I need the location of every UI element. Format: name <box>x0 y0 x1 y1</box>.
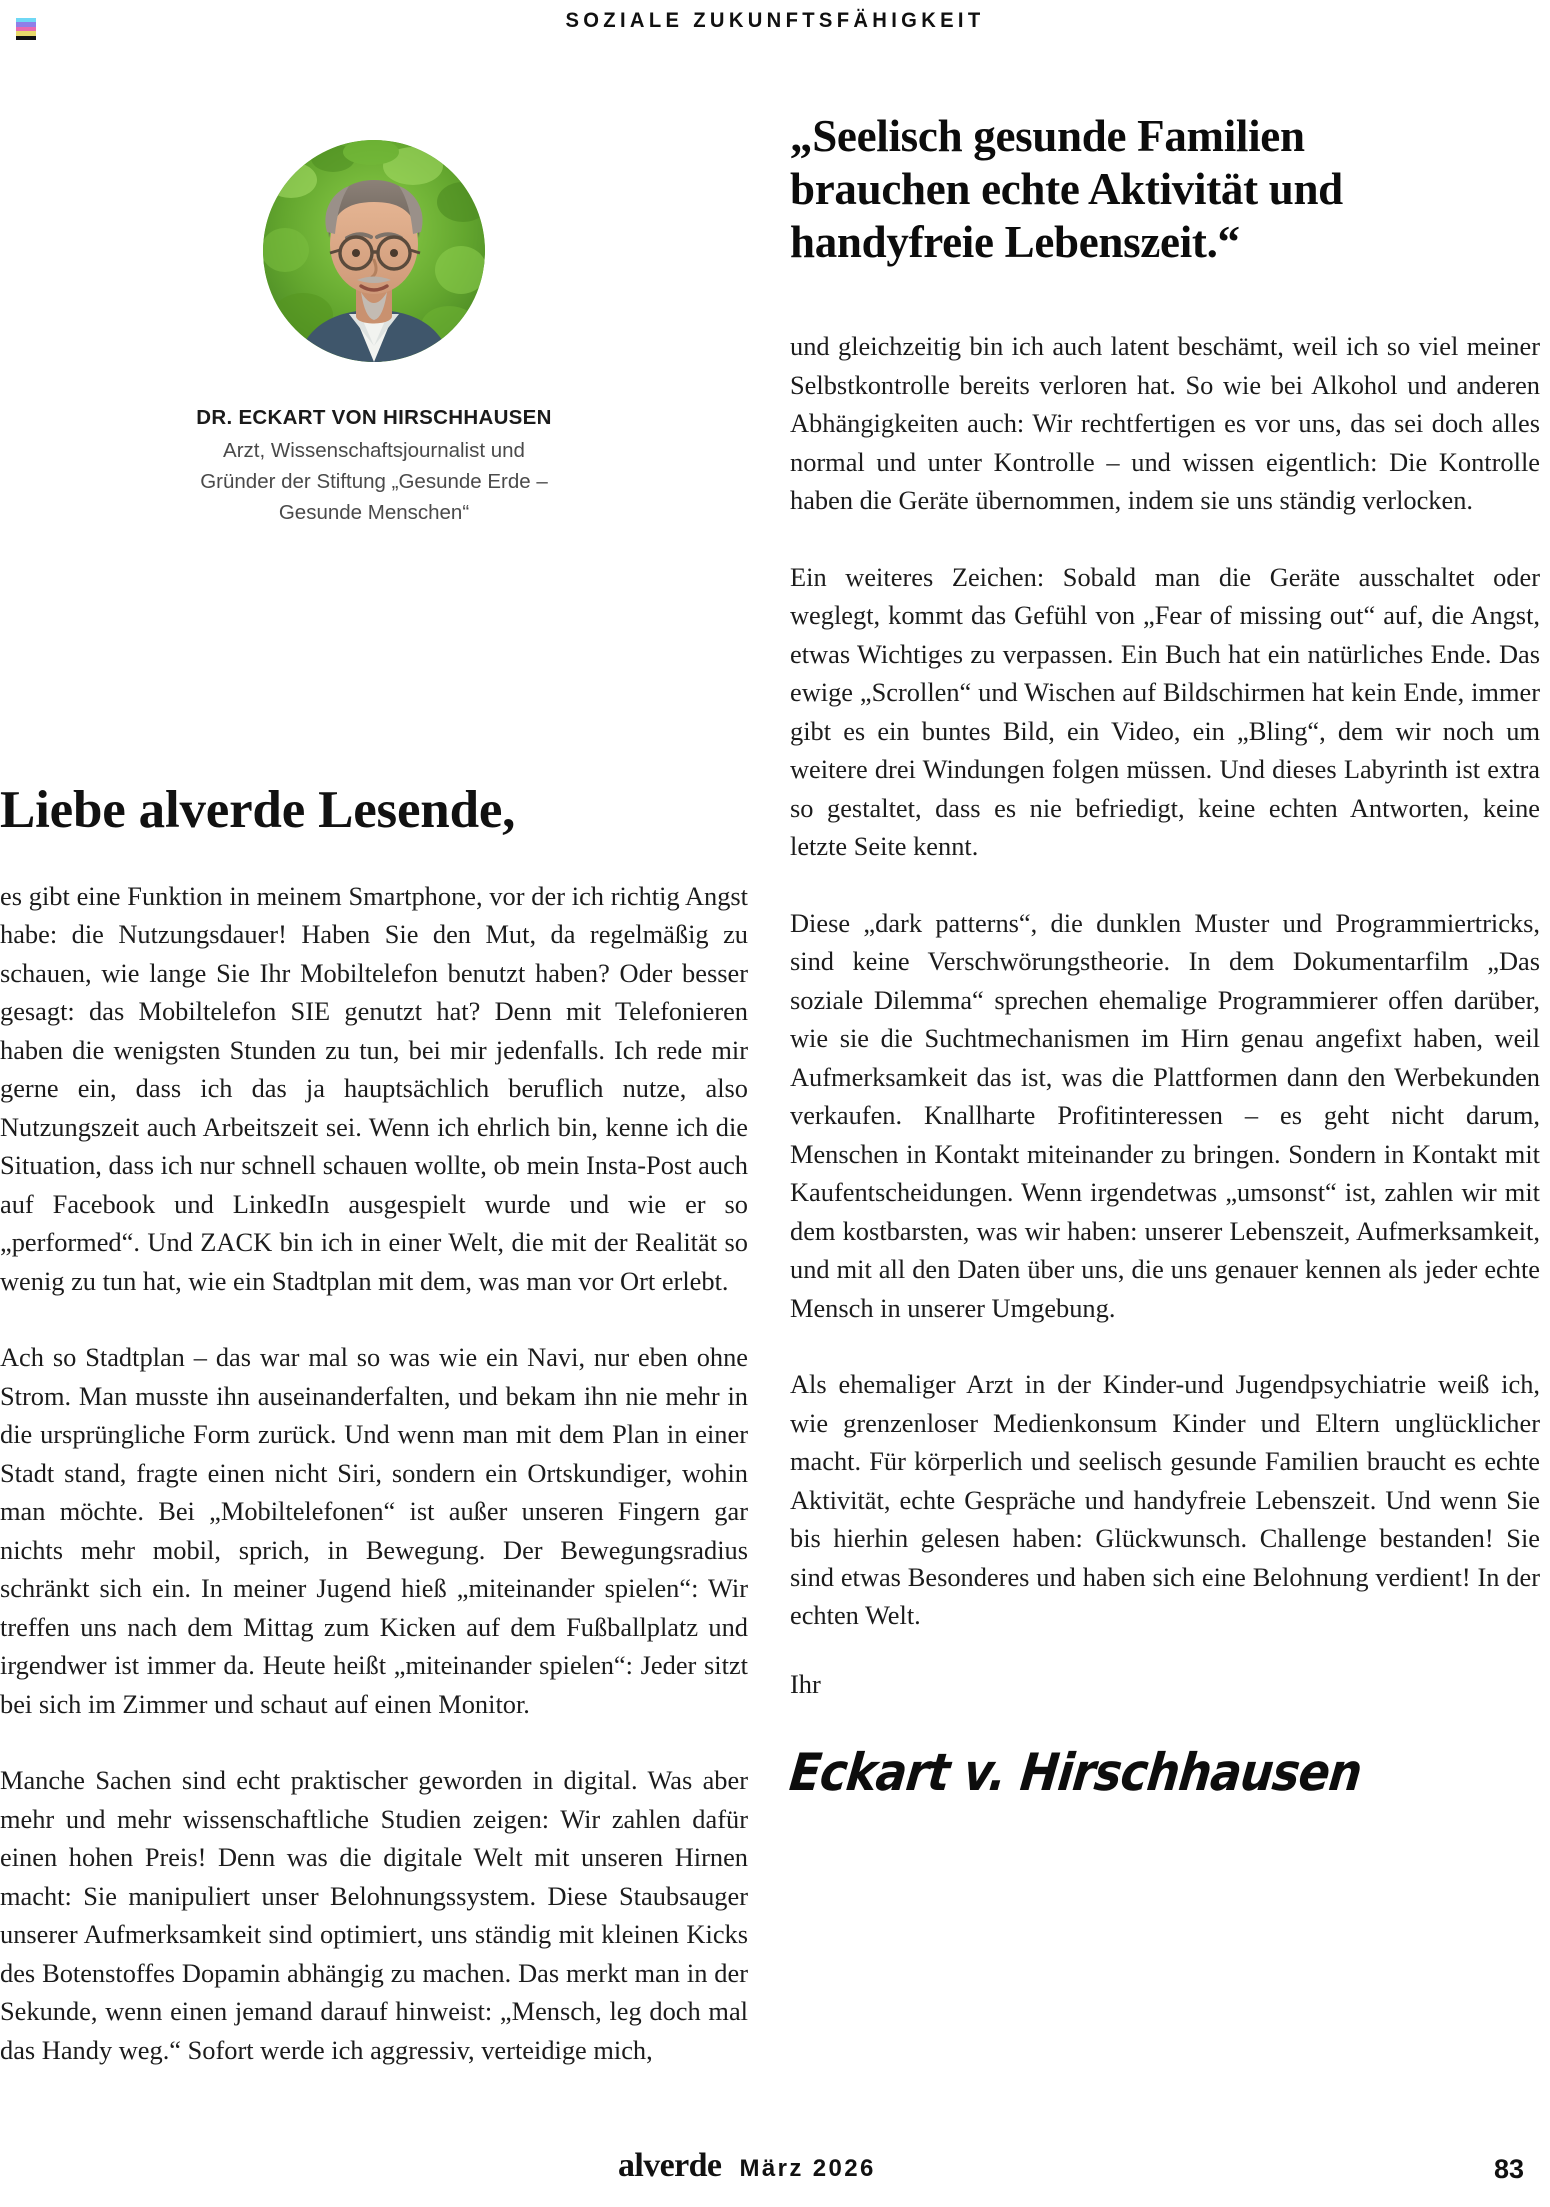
paragraph: Ein weiteres Zeichen: Sobald man die Geräte ausschaltet oder weglegt, kommt das Gefühl von „Fear of missing out“ auf, die Angst, etwas Wichtiges zu verpassen. Ein Buch hat ein natürliches Ende. Das ewige „Scrollen“ und Wischen auf Bildschirmen hat kein Ende, immer gibt es ein buntes Bild, ein Video, ein „Bling“, dem wir noch um weitere drei Windungen folgen müssen. Und dieses Labyrinth ist extra so gestaltet, dass es nie befriedigt, keine echten Antworten, keine letzte Seite kennt. <box>790 561 1540 861</box>
right-column-body <box>790 327 1540 1635</box>
cmyk-registration-mark <box>16 18 36 40</box>
issue-date: März 2026 <box>739 2155 876 2182</box>
paragraph: und gleichzeitig bin ich auch latent beschämt, weil ich so viel meiner Selbstkontrolle bereits verloren hat. So wie bei Alkohol und anderen Abhängigkeiten auch: Wir rechtfertigen es vor uns, das sei doch alles normal und unter Kontrolle – und wissen eigentlich: Die Kontrolle haben die Geräte übernommen, indem sie uns ständig verlocken. <box>790 331 1540 515</box>
page-title <box>0 783 748 839</box>
author-role <box>0 435 748 528</box>
author-role-line-2: Gründer der Stiftung „Gesunde Erde – <box>200 470 548 493</box>
page-footer <box>0 2139 1550 2185</box>
paragraph: Diese „dark patterns“, die dunklen Muster und Programmiertricks, sind keine Verschwörungstheorie. In dem Dokumentarfilm „Das soziale Dilemma“ sprechen ehemalige Programmierer offen darüber, wie sie die Suchtmechanismen im Hirn genau angefixt haben, weil Aufmerksamkeit das ist, was die Plattformen dann den Werbekunden verkaufen. Knallharte Profitinteressen – es geht nicht darum, Menschen in Kontakt miteinander zu bringen. Sondern in Kontakt mit Kaufentscheidungen. Wenn irgendetwas „umsonst“ ist, zahlen wir mit dem kostbarsten, was wir haben: unserer Lebenszeit, Aufmerksamkeit, und mit all den Daten über uns, die uns genauer kennen als jeder echte Mensch in unserer Umgebung. <box>790 907 1540 1323</box>
footer-masthead-group <box>618 2147 876 2185</box>
paragraph: Ach so Stadtplan – das war mal so was wie ein Navi, nur eben ohne Strom. Man musste ihn auseinanderfalten, und bekam ihn nie mehr in die ursprüngliche Form zurück. Und wenn man mit dem Plan in einer Stadt stand, fragte einen nicht Siri, sondern ein Ortskundiger, wohin man möchte. Bei „Mobiltelefonen“ ist außer unseren Fingern gar nichts mehr mobil, sprich, in Bewegung. Der Bewegungsradius schränkt sich ein. In meiner Jugend hieß „miteinander spielen“: Wir treffen uns nach dem Mittag zum Kicken auf dem Fußballplatz und irgendwer ist immer da. Heute heißt „miteinander spielen“: Jeder sitzt bei sich im Zimmer und schaut auf einen Monitor. <box>0 1342 748 1719</box>
author-role-line-3: Gesunde Menschen“ <box>278 501 470 524</box>
author-portrait-photo <box>263 140 485 362</box>
left-column-body <box>0 877 748 2070</box>
author-block <box>0 110 748 528</box>
author-role-line-1: Arzt, Wissenschaftsjournalist und <box>223 439 525 462</box>
greeting-after: Lesende, <box>305 781 516 839</box>
brand-name: alverde <box>138 781 306 839</box>
closing-salutation: Ihr <box>790 1668 821 1699</box>
paragraph: es gibt eine Funktion in meinem Smartphone, vor der ich richtig Angst habe: die Nutzungsdauer! Haben Sie den Mut, da regelmäßig zu schauen, wie lange Sie Ihr Mobiltelefon benutzt haben? Oder besser gesagt: das Mobiltelefon SIE genutzt hat? Denn mit Telefonieren haben die wenigsten Stunden zu tun, bei mir jedenfalls. Ich rede mir gerne ein, dass ich das ja hauptsächlich beruflich nutze, also Nutzungszeit auch Arbeitszeit sei. Wenn ich ehrlich bin, kenne ich die Situation, dass ich nur schnell schauen wollte, ob mein Insta-Post auch auf Facebook und LinkedIn ausgespielt wurde und wie er so „performed“. Und ZACK bin ich in einer Welt, die mit der Realität so wenig zu tun hat, wie ein Stadtplan mit dem, was man vor Ort erlebt. <box>0 880 748 1296</box>
greeting-before: Liebe <box>0 781 139 839</box>
running-head: SOZIALE ZUKUNFTSFÄHIGKEIT <box>565 8 985 32</box>
author-name: DR. ECKART VON HIRSCHHAUSEN <box>196 406 552 429</box>
page-number: 83 <box>1493 2154 1524 2184</box>
paragraph: Als ehemaliger Arzt in der Kinder-und Jugendpsychiatrie weiß ich, wie grenzenloser Medienkonsum Kinder und Eltern unglücklicher macht. Für körperlich und seelisch gesunde Familien braucht es echte Aktivität, echte Gespräche und handyfreie Lebenszeit. Und wenn Sie bis hierhin gelesen haben: Glückwunsch. Challenge bestanden! Sie sind etwas Besonderes und haben sich eine Belohnung verdient! In der echten Welt. <box>790 1369 1540 1630</box>
right-column <box>786 110 1540 1803</box>
pull-quote: „Seelisch gesunde Familien brauchen echte Aktivität und handyfreie Lebenszeit.“ <box>790 111 1343 267</box>
left-column <box>0 110 748 2107</box>
author-signature: Eckart v. Hirschhausen <box>786 1741 1365 1803</box>
paragraph: Manche Sachen sind echt praktischer geworden in digital. Was aber mehr und mehr wissenschaftliche Studien zeigen: Wir zahlen dafür einen hohen Preis! Denn was die digitale Welt mit unseren Hirnen macht: Sie manipuliert unser Belohnungssystem. Diese Staubsauger unserer Aufmerksamkeit sind optimiert, uns ständig mit kleinen Kicks des Botenstoffes Dopamin abhängig zu machen. Das merkt man in der Sekunde, wenn einen jemand darauf hinweist: „Mensch, leg doch mal das Handy weg.“ Sofort werde ich aggressiv, verteidige mich, <box>0 1765 748 2065</box>
magazine-masthead: alverde <box>618 2147 722 2184</box>
